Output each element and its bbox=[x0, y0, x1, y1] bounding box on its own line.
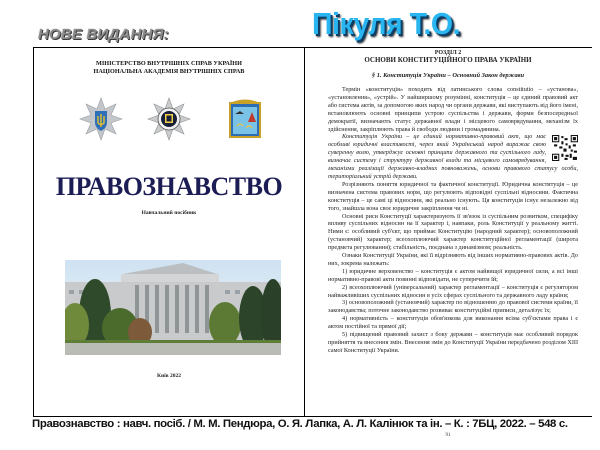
body-paragraph: 1) юридичне верховенство – конституція є актом найвищої юридичної сили, а всі інші нормативно-правові акти повинні відповідати, не суперечити їй; bbox=[328, 267, 578, 283]
body-paragraph: 3) основоположний (установчий) характер по відношенню до правової системи країни, її законодавства; поточне законодавство розвиває конституційні приписи, деталізує їх; bbox=[328, 299, 578, 315]
body-paragraph: 5) підвищений правовий захист з боку держави – конституція має особливий порядок прийняття та внесення змін. Внесення змін до Конституції України передбачено розділом XIII самої Конституції України. bbox=[328, 331, 578, 354]
regional-coat-of-arms-icon bbox=[222, 96, 268, 142]
page-body-text bbox=[328, 86, 578, 355]
book-title: ПРАВОЗНАВСТВО bbox=[55, 172, 283, 201]
body-paragraph: Термін «конституція» походить від латинського слова constitutio – «установа», «установлення», «устрій». У найширшому розумінні, конституція – це єдиний правовий акт або система актів, за допомогою яких народ чи органи держави, які виступають від його імені, встановлюють основні принципи устрою суспільства і держави, форми безпосередньої демократії, визначають статус державної влади і місцевого самоврядування, механізм їх здійснення, закріплюють права й свободи людини і громадянина. bbox=[328, 86, 578, 133]
page-number: 91 bbox=[445, 433, 451, 438]
qr-code-icon bbox=[552, 135, 578, 161]
section-label: РОЗДІЛ 2 bbox=[434, 50, 462, 56]
academy-building-photo bbox=[65, 260, 281, 355]
national-police-star-emblem-icon bbox=[78, 96, 124, 142]
body-paragraph: Розрізняють поняття юридичної та фактичної конституції. Юридична конституція – це визначена система правових норм, що регулюють відповідні суспільні відносини. Фактична конституція – це самі ці відносини, які реально існують. Ця конституція існує незалежно від того, знайшла вона своє юридичне закріплення чи ні. bbox=[328, 180, 578, 212]
body-paragraph: Ознаки Конституції України, які її відрізняють від інших нормативно-правових актів. До них, зокрема належать: bbox=[328, 252, 578, 267]
author-name: Пікуля Т.О. bbox=[312, 6, 461, 41]
ministry-header bbox=[34, 60, 304, 76]
paragraph-title: § 1. Конституція України – Основний Закон держави bbox=[371, 72, 525, 79]
emblems-row bbox=[34, 96, 304, 146]
book-cover bbox=[34, 48, 305, 416]
body-paragraph: 2) всеохоплюючий (універсальний) характер регламентації – конституція є регулятором найважливіших суспільних відносин в усіх сферах суспільного та державного ладу країни; bbox=[328, 283, 578, 299]
new-edition-label: НОВЕ ВИДАННЯ: bbox=[38, 26, 169, 43]
section-title: ОСНОВИ КОНСТИТУЦІЙНОГО ПРАВА УКРАЇНИ bbox=[364, 56, 532, 64]
body-paragraph: 4) нормативність – конституція обов'язкова для виконання всіма суб'єктами права і є актом постійної та прямої дії; bbox=[328, 315, 578, 331]
book-subtitle: Навчальний посібник bbox=[141, 210, 197, 216]
book-page bbox=[314, 48, 582, 438]
city-year: Київ 2022 bbox=[156, 373, 182, 379]
bibliographic-citation: Правознавство : навч. посіб. / М. М. Пендюра, О. Я. Лапка, А. Л. Калінюк та ін. – К. : 7БЦ, 2022. – 548 с. bbox=[32, 418, 568, 430]
ministry-line-2: НАЦІОНАЛЬНА АКАДЕМІЯ ВНУТРІШНІХ СПРАВ bbox=[93, 68, 245, 75]
body-paragraph: Основні риси Конституції характеризують її зв'язок із суспільним розвитком, специфіку впливу суспільних відносин на її характер і, навпаки, роль Конституції у реальному житті. Ними є: особливий суб'єкт, що приймає Конституцію (народний характер); основоположний (установчий) характер; всеохоплюючий характер конституційної регламентації (широта предмета регулювання); стабільність, поєднана з динамізмом; реальність. bbox=[328, 212, 578, 252]
academy-star-emblem-icon bbox=[146, 96, 192, 142]
ministry-line-1: МІНІСТЕРСТВО ВНУТРІШНІХ СПРАВ УКРАЇНИ bbox=[96, 60, 242, 67]
body-paragraph: Конституція України – це єдиний нормативно-правовий акт, що має особливі юридичні властивості, через який Український народ виражає свою суверенну волю, утверджує основні принципи державного та суспільного ладу, визначає систему і структуру державної влади та місцевого самоврядування, механізми реалізації державно-владних повноважень, основи правового статусу особи, територіальний устрій держави. bbox=[328, 133, 578, 180]
